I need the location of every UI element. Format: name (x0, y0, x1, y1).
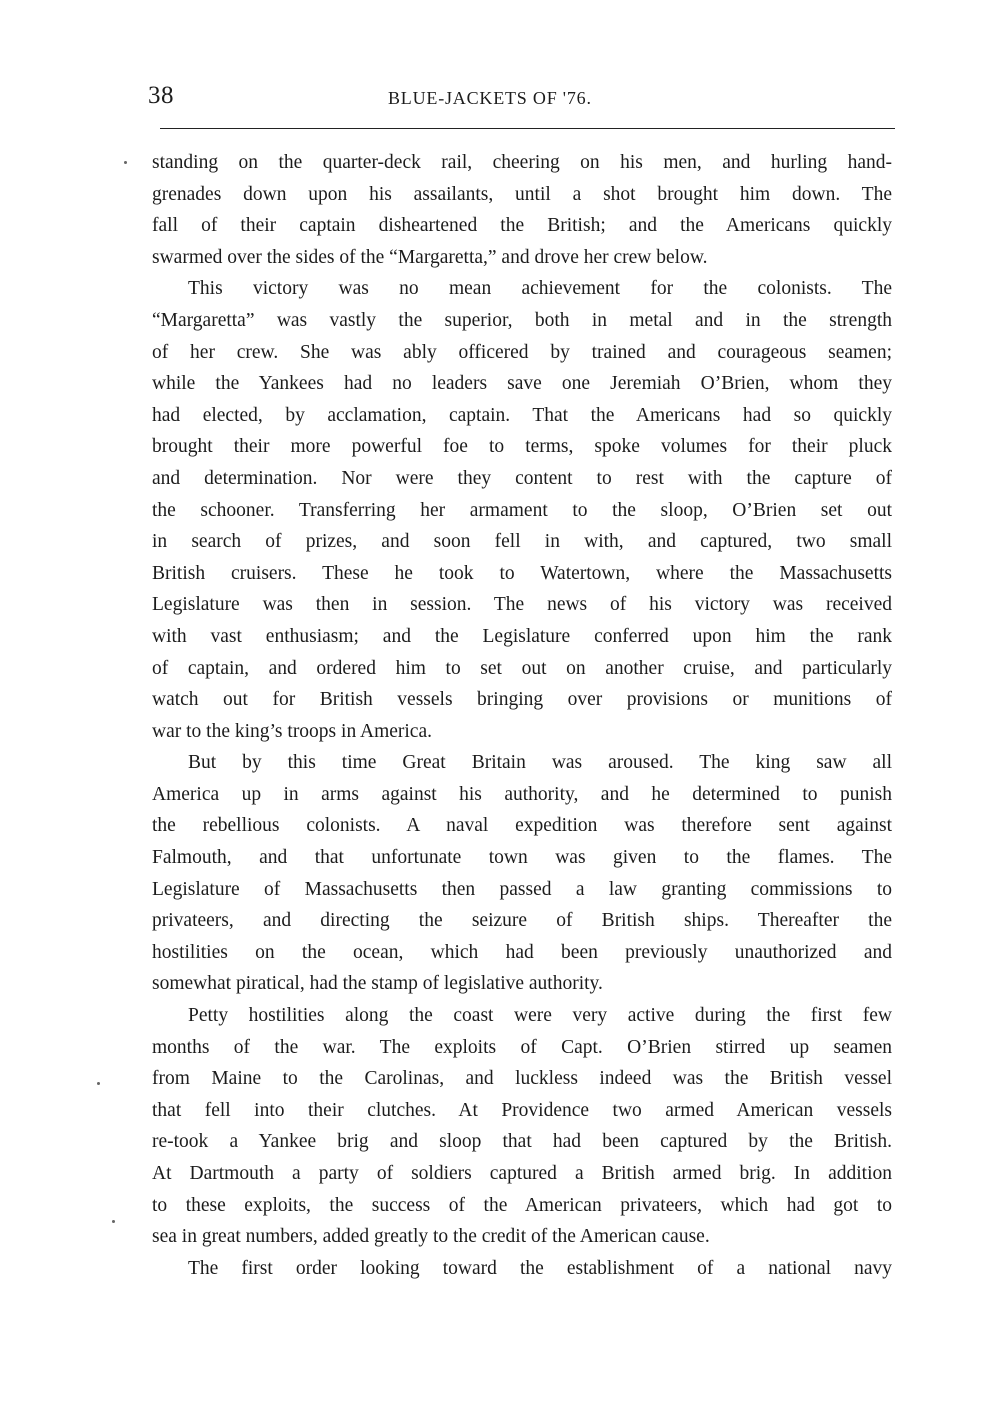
margin-speck (97, 1082, 100, 1085)
text-line: re-took a Yankee brig and sloop that had been captured by the British. (152, 1131, 892, 1153)
text-line: had elected, by acclamation, captain. That the Americans had so quickly (152, 404, 892, 426)
text-line: the schooner. Transferring her armament to the sloop, O’Brien set out (152, 499, 892, 521)
text-line: Legislature of Massachusetts then passed a law granting commissions to (152, 878, 892, 900)
text-line: This victory was no mean achievement for the colonists. The (188, 278, 892, 300)
text-line: of her crew. She was ably officered by trained and courageous seamen; (152, 341, 892, 363)
text-line: The first order looking toward the establishment of a national navy (188, 1257, 892, 1279)
text-line: that fell into their clutches. At Providence two armed American vessels (152, 1099, 892, 1121)
page-number: 38 (148, 82, 174, 109)
header-rule (160, 128, 895, 129)
margin-speck (124, 161, 127, 164)
text-line: brought their more powerful foe to terms, spoke volumes for their pluck (152, 436, 892, 458)
text-line: privateers, and directing the seizure of British ships. Thereafter the (152, 910, 892, 932)
margin-speck (112, 1220, 115, 1223)
text-line: standing on the quarter-deck rail, cheering on his men, and hurling hand- (152, 152, 892, 173)
page-header (148, 82, 900, 116)
text-line: But by this time Great Britain was aroused. The king saw all (188, 752, 892, 774)
text-line: “Margaretta” was vastly the superior, both in metal and in the strength (152, 309, 892, 331)
text-line: hostilities on the ocean, which had been previously unauthorized and (152, 941, 892, 963)
text-line: America up in arms against his authority, and he determined to punish (152, 783, 892, 805)
text-line: At Dartmouth a party of soldiers captured a British armed brig. In addition (152, 1163, 892, 1184)
text-line: war to the king’s troops in America. (152, 720, 432, 742)
paragraph (152, 747, 892, 1000)
text-line: Legislature was then in session. The news of his victory was received (152, 594, 892, 616)
text-line: with vast enthusiasm; and the Legislature conferred upon him the rank (152, 625, 892, 647)
text-line: Falmouth, and that unfortunate town was given to the flames. The (152, 847, 892, 869)
text-line: and determination. Nor were they content to rest with the capture of (152, 467, 892, 489)
text-line: the rebellious colonists. A naval expedition was therefore sent against (152, 815, 892, 837)
running-title: BLUE-JACKETS OF '76. (388, 88, 592, 108)
text-line: somewhat piratical, had the stamp of legislative authority. (152, 973, 603, 995)
text-line: British cruisers. These he took to Watertown, where the Massachusetts (152, 562, 892, 584)
paragraph (152, 1253, 892, 1285)
text-line: while the Yankees had no leaders save one Jeremiah O’Brien, whom they (152, 373, 892, 395)
body-text (152, 147, 892, 1284)
text-line: to these exploits, the success of the American privateers, which had got to (152, 1194, 892, 1216)
text-line: fall of their captain disheartened the British; and the Americans quickly (152, 215, 892, 237)
text-line: watch out for British vessels bringing over provisions or munitions of (152, 689, 892, 711)
paragraph (152, 147, 892, 273)
text-line: in search of prizes, and soon fell in with, and captured, two small (152, 531, 892, 553)
text-line: of captain, and ordered him to set out on another cruise, and particularly (152, 657, 892, 679)
paragraph (152, 273, 892, 747)
text-line: grenades down upon his assailants, until a shot brought him down. The (152, 183, 892, 205)
paragraph (152, 1000, 892, 1253)
text-line: from Maine to the Carolinas, and luckless indeed was the British vessel (152, 1068, 892, 1090)
text-line: Petty hostilities along the coast were very active during the first few (188, 1005, 892, 1027)
text-line: sea in great numbers, added greatly to the credit of the American cause. (152, 1226, 710, 1248)
text-line: swarmed over the sides of the “Margaretta,” and drove her crew below. (152, 246, 708, 268)
text-line: months of the war. The exploits of Capt. O’Brien stirred up seamen (152, 1036, 892, 1058)
